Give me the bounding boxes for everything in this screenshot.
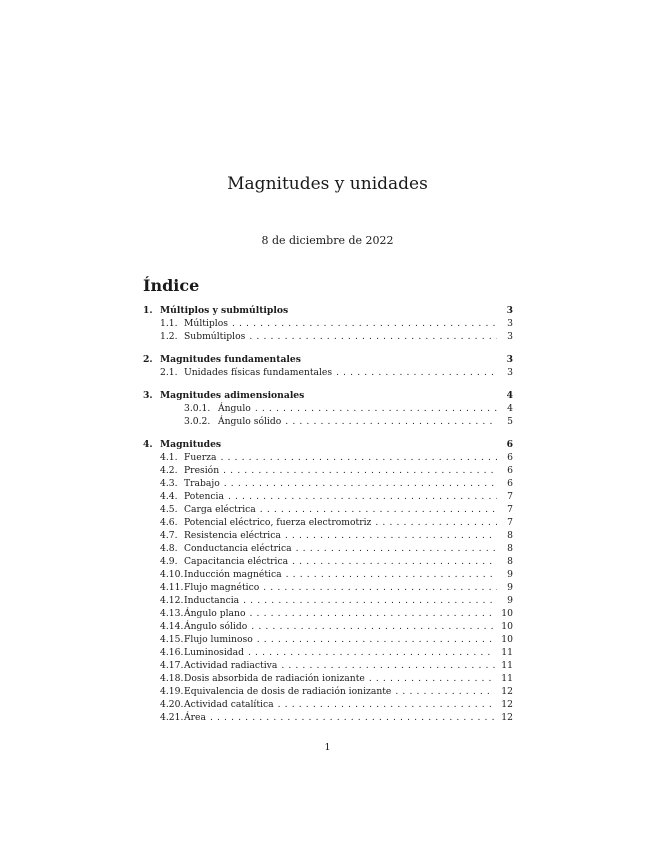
toc-entry[interactable] xyxy=(143,659,513,672)
toc-entry-number: 4.11. xyxy=(160,582,184,593)
toc-leader-dots xyxy=(243,594,497,607)
toc-entry-page: 8 xyxy=(507,543,513,554)
toc-entry[interactable] xyxy=(143,594,513,607)
toc-entry-label: Equivalencia de dosis de radiación ionizante xyxy=(184,686,392,697)
toc-entry-label: Unidades físicas fundamentales xyxy=(184,367,333,378)
toc-entry[interactable] xyxy=(143,415,513,428)
toc-leader-dots xyxy=(336,366,497,379)
toc-entry[interactable] xyxy=(143,516,513,529)
toc-entry-label: Luminosidad xyxy=(184,647,245,658)
toc-entry[interactable] xyxy=(143,633,513,646)
toc-entry[interactable] xyxy=(143,451,513,464)
toc-entry-label: Conductancia eléctrica xyxy=(184,543,292,554)
toc-leader-dots xyxy=(232,317,497,330)
toc-entry-label: Ángulo sólido xyxy=(184,621,248,632)
toc-entry-number: 3.0.2. xyxy=(184,416,211,427)
toc-entry-page: 12 xyxy=(501,686,513,697)
toc-entry[interactable] xyxy=(143,620,513,633)
toc-leader-dots xyxy=(278,698,496,711)
toc-entry-label: Potencia xyxy=(184,491,224,502)
toc-leader-dots xyxy=(251,620,495,633)
toc-entry-page: 10 xyxy=(501,608,513,619)
toc-entry-label: Submúltiplos xyxy=(184,331,246,342)
toc-leader-dots xyxy=(395,685,495,698)
toc-entry[interactable] xyxy=(143,698,513,711)
toc-entry-label: Actividad catalítica xyxy=(184,699,274,710)
toc-entry[interactable] xyxy=(143,503,513,516)
toc-entry[interactable] xyxy=(143,711,513,724)
toc-section-number: 3. xyxy=(143,390,153,401)
toc-entry[interactable] xyxy=(143,685,513,698)
toc-entry-page: 7 xyxy=(507,504,513,515)
toc-entry[interactable] xyxy=(143,317,513,330)
toc-entry-page: 9 xyxy=(507,569,513,580)
page-number: 1 xyxy=(324,742,331,753)
toc-section[interactable] xyxy=(143,353,513,366)
toc-entry-page: 3 xyxy=(507,331,513,342)
toc-entry-number: 4.19. xyxy=(160,686,184,697)
toc-entry-page: 10 xyxy=(501,634,513,645)
toc-entry-page: 6 xyxy=(507,452,513,463)
toc-entry-number: 4.17. xyxy=(160,660,184,671)
toc-entry-label: Flujo magnético xyxy=(184,582,260,593)
toc-entry[interactable] xyxy=(143,568,513,581)
toc-entry-label: Resistencia eléctrica xyxy=(184,530,281,541)
toc-entry-number: 4.12. xyxy=(160,595,184,606)
toc-entry-page: 8 xyxy=(507,556,513,567)
toc-entry-number: 2.1. xyxy=(160,367,178,378)
toc-entry-page: 3 xyxy=(507,318,513,329)
toc-leader-dots xyxy=(292,555,497,568)
toc-entry-number: 4.4. xyxy=(160,491,178,502)
toc-section-page: 4 xyxy=(506,390,513,401)
toc-section[interactable] xyxy=(143,389,513,402)
toc-entry-number: 4.10. xyxy=(160,569,184,580)
toc-entry[interactable] xyxy=(143,672,513,685)
toc-entry[interactable] xyxy=(143,366,513,379)
toc-leader-dots xyxy=(224,477,497,490)
toc-leader-dots xyxy=(263,581,497,594)
toc-entry[interactable] xyxy=(143,529,513,542)
toc-section-number: 1. xyxy=(143,305,153,316)
toc-entry-number: 4.16. xyxy=(160,647,184,658)
toc-entry-label: Ángulo sólido xyxy=(218,416,282,427)
toc-leader-dots xyxy=(248,646,495,659)
toc-entry-number: 4.8. xyxy=(160,543,178,554)
toc-entry-page: 11 xyxy=(501,673,513,684)
toc-entry[interactable] xyxy=(143,542,513,555)
toc-leader-dots xyxy=(281,659,495,672)
toc-entry-page: 6 xyxy=(507,465,513,476)
toc-entry-number: 4.7. xyxy=(160,530,178,541)
toc-leader-dots xyxy=(286,568,497,581)
toc-entry-label: Carga eléctrica xyxy=(184,504,256,515)
toc-entry-page: 7 xyxy=(507,517,513,528)
toc-entry-number: 4.6. xyxy=(160,517,178,528)
toc-entry[interactable] xyxy=(143,490,513,503)
toc-section-page: 3 xyxy=(506,305,513,316)
toc-entry[interactable] xyxy=(143,555,513,568)
toc-leader-dots xyxy=(285,529,497,542)
toc-entry-number: 4.9. xyxy=(160,556,178,567)
toc-section-number: 2. xyxy=(143,354,153,365)
toc-leader-dots xyxy=(228,490,497,503)
toc-entry-label: Múltiplos xyxy=(184,318,228,329)
toc-entry-page: 10 xyxy=(501,621,513,632)
toc-entry-label: Presión xyxy=(184,465,220,476)
toc-section-page: 3 xyxy=(506,354,513,365)
toc-entry-label: Ángulo xyxy=(218,403,251,414)
toc-heading: Índice xyxy=(143,276,200,295)
toc-entry-page: 6 xyxy=(507,478,513,489)
toc-section[interactable] xyxy=(143,438,513,451)
toc-section-label: Magnitudes adimensionales xyxy=(160,390,305,401)
toc-entry-label: Actividad radiactiva xyxy=(184,660,278,671)
toc-leader-dots xyxy=(255,402,497,415)
toc-leader-dots xyxy=(260,503,497,516)
toc-entry-page: 9 xyxy=(507,582,513,593)
toc-entry-number: 1.1. xyxy=(160,318,178,329)
toc-leader-dots xyxy=(369,672,495,685)
toc-leader-dots xyxy=(223,464,497,477)
toc-entry[interactable] xyxy=(143,607,513,620)
toc-entry-label: Flujo luminoso xyxy=(184,634,253,645)
toc-entry-number: 4.15. xyxy=(160,634,184,645)
toc-section-label: Múltiplos y submúltiplos xyxy=(160,305,289,316)
toc-section-label: Magnitudes xyxy=(160,439,222,450)
toc-entry-page: 11 xyxy=(501,660,513,671)
toc-entry-label: Área xyxy=(184,712,206,723)
toc-entry-page: 7 xyxy=(507,491,513,502)
table-of-contents xyxy=(143,304,513,724)
toc-leader-dots xyxy=(210,711,495,724)
toc-entry[interactable] xyxy=(143,477,513,490)
toc-entry-number: 4.5. xyxy=(160,504,178,515)
toc-entry-number: 4.14. xyxy=(160,621,184,632)
toc-entry-number: 1.2. xyxy=(160,331,178,342)
toc-entry-page: 11 xyxy=(501,647,513,658)
toc-entry-label: Inductancia xyxy=(184,595,240,606)
toc-leader-dots xyxy=(220,451,497,464)
toc-entry-page: 9 xyxy=(507,595,513,606)
toc-leader-dots xyxy=(296,542,497,555)
toc-entry-number: 4.3. xyxy=(160,478,178,489)
toc-section-number: 4. xyxy=(143,439,153,450)
toc-entry-label: Fuerza xyxy=(184,452,217,463)
toc-entry-page: 12 xyxy=(501,699,513,710)
toc-entry-page: 3 xyxy=(507,367,513,378)
toc-entry-number: 4.1. xyxy=(160,452,178,463)
toc-leader-dots xyxy=(250,607,496,620)
toc-entry-number: 4.21. xyxy=(160,712,184,723)
toc-entry[interactable] xyxy=(143,330,513,343)
toc-leader-dots xyxy=(375,516,497,529)
toc-section[interactable] xyxy=(143,304,513,317)
toc-entry[interactable] xyxy=(143,581,513,594)
toc-entry-label: Inducción magnética xyxy=(184,569,282,580)
toc-entry-number: 3.0.1. xyxy=(184,403,211,414)
toc-entry-label: Capacitancia eléctrica xyxy=(184,556,289,567)
toc-section-label: Magnitudes fundamentales xyxy=(160,354,301,365)
toc-entry-page: 12 xyxy=(501,712,513,723)
toc-entry-label: Trabajo xyxy=(184,478,220,489)
toc-entry-label: Dosis absorbida de radiación ionizante xyxy=(184,673,365,684)
toc-entry-number: 4.13. xyxy=(160,608,184,619)
toc-entry[interactable] xyxy=(143,402,513,415)
toc-entry-number: 4.20. xyxy=(160,699,184,710)
toc-leader-dots xyxy=(285,415,497,428)
toc-entry[interactable] xyxy=(143,464,513,477)
toc-entry[interactable] xyxy=(143,646,513,659)
toc-leader-dots xyxy=(257,633,496,646)
toc-leader-dots xyxy=(249,330,497,343)
toc-section-page: 6 xyxy=(506,439,513,450)
document-date: 8 de diciembre de 2022 xyxy=(261,234,394,247)
toc-entry-page: 5 xyxy=(507,416,513,427)
toc-entry-number: 4.18. xyxy=(160,673,184,684)
document-title: Magnitudes y unidades xyxy=(227,174,428,194)
toc-entry-number: 4.2. xyxy=(160,465,178,476)
toc-entry-label: Potencial eléctrico, fuerza electromotriz xyxy=(184,517,372,528)
toc-entry-label: Ángulo plano xyxy=(184,608,246,619)
toc-entry-page: 4 xyxy=(507,403,513,414)
toc-entry-page: 8 xyxy=(507,530,513,541)
